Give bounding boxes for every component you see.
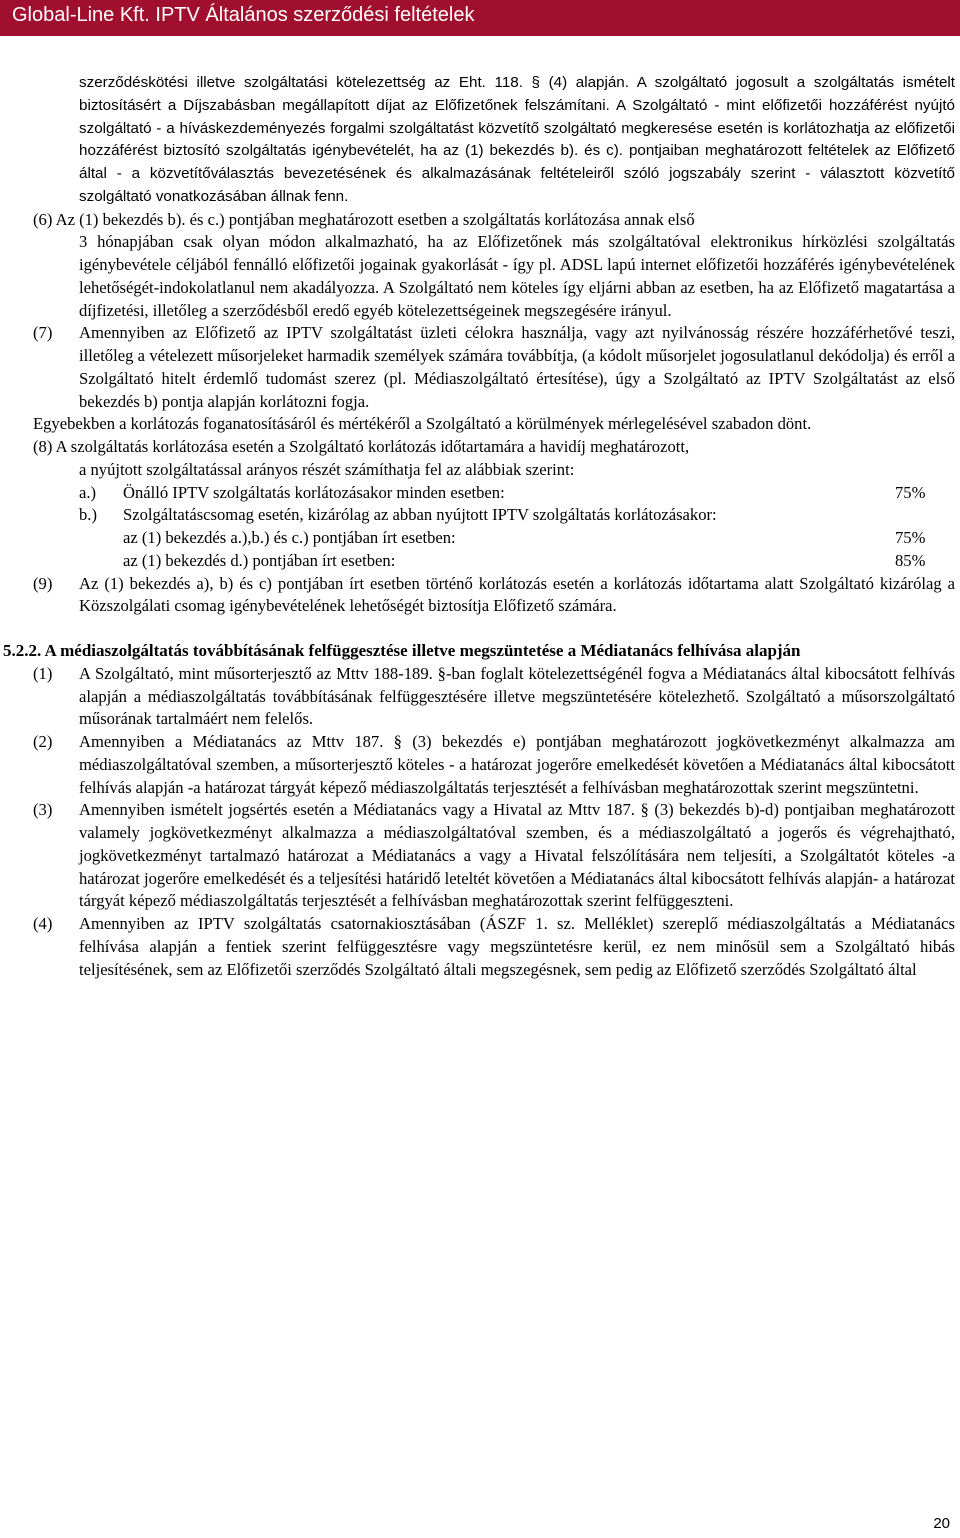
paragraph-7-text: Amennyiben az Előfizető az IPTV szolgáltatást üzleti célokra használja, vagy azt nyilvánosság részére hozzáférhetővé teszi, illetőleg a vételezett műsorjeleket harmadik személyek számára továbbítja, (a kódolt műsorjelet jogosulatlanul dekódolja) és erről a Szolgáltató hitelt érdemlő tudomást szerez (pl. Médiaszolgáltató értesítése), úgy a Szolgáltató az IPTV Szolgáltatást az első bekezdés b) pontja alapján korlátozni fogja. <box>79 323 955 411</box>
section-heading: 5.2.2. A médiaszolgáltatás továbbításának felfüggesztése illetve megszüntetése a Médiatanács felhívása alapján <box>3 641 801 660</box>
section-paragraph-4-text: Amennyiben az IPTV szolgáltatás csatornakiosztásában (ÁSZF 1. sz. Melléklet) szereplő médiaszolgáltatás a Médiatanács felhívása alapján a fentiek szerint felfüggesztésre vagy megszüntetésre kerül, ez nem minősül sem a Szolgáltató hibás teljesítésének, sem az Előfizetői szerződés Szolgáltató általi megszegésnek, sem pedig az Előfizető szerződés Szolgáltató által <box>79 914 955 979</box>
paragraph-7-number: (7) <box>33 323 53 343</box>
page-number: 20 <box>933 1515 950 1532</box>
list-item-b-text: Szolgáltatáscsomag esetén, kizárólag az abban nyújtott IPTV szolgáltatás korlátozásakor: <box>123 505 717 525</box>
paragraph-9-number: (9) <box>33 573 53 593</box>
paragraph-9 <box>33 573 955 619</box>
section-paragraph-1-number: (1) <box>33 663 53 683</box>
paragraph-6-first-line: (6) Az (1) bekezdés b). és c.) pontjában meghatározott esetben a szolgáltatás korlátozása annak első <box>33 209 695 229</box>
paragraph-8-first-line: (8) A szolgáltatás korlátozása esetén a Szolgáltató korlátozás időtartamára a havidíj meghatározott, <box>33 437 690 456</box>
section-paragraph-4 <box>33 913 955 981</box>
list-item-a-percent: 75% <box>895 482 926 502</box>
section-paragraph-3 <box>33 799 955 913</box>
list-item-a-text: Önálló IPTV szolgáltatás korlátozásakor minden esetben: <box>123 482 505 502</box>
section-paragraph-2-number: (2) <box>33 732 53 751</box>
paragraph-7 <box>33 322 955 413</box>
section-paragraph-3-text: Amennyiben ismételt jogsértés esetén a Médiatanács vagy a Hivatal az Mttv 187. § (3) bekezdés b)-d) pontjaiban meghatározott valamely jogkövetkezményt alkalmazza a médiaszolgáltatóval szemben, és a médiaszolgáltató a jogerős és végrehajtható, jogkövetkezményt tartalmazó határozat a Médiatanács a vagy a Hivatal felszólítására nem teljesíti, a Szolgáltatót köteles -a határozat jogerőre emelkedését és a teljesítési határidő leteltét követően a Médiatanács által kibocsátott felhívás alapján- a határozat tárgyát képező médiaszolgáltatás terjesztését a felhívásban meghatározottak szerint felfüggeszteni. <box>79 800 955 911</box>
paragraph-8-body: a nyújtott szolgáltatással arányos részét számíthatja fel az alábbiak szerint: <box>79 459 575 479</box>
header-band <box>0 0 960 36</box>
section-paragraph-2-text: Amennyiben a Médiatanács az Mttv 187. § (3) bekezdés e) pontjában meghatározott jogkövetkezményt alkalmazza am médiaszolgáltatóval szemben, a műsorterjesztő köteles - a határozat jogerőre emelkedését követően a Médiatanács által kibocsátott felhívás alapján -a határozat tárgyát képező médiaszolgáltatás terjesztését a felhívásban meghatározottak szerint megszüntetni. <box>79 732 955 797</box>
list-item-b1-text: az (1) bekezdés a.),b.) és c.) pontjában írt esetben: <box>123 528 456 547</box>
document-header-title: Global-Line Kft. IPTV Általános szerződési feltételek <box>12 4 475 26</box>
list-item-b-label: b.) <box>79 505 97 525</box>
list-item-b1-percent: 75% <box>895 528 926 547</box>
list-item-b2-percent: 85% <box>895 550 926 570</box>
list-item-a <box>79 482 955 505</box>
section-paragraph-4-number: (4) <box>33 914 53 933</box>
document-body <box>3 72 955 981</box>
paragraph-9-text: Az (1) bekezdés a), b) és c) pontjában írt esetben történő korlátozás esetén a korlátozás időtartama alatt Szolgáltató kizárólag a Közszolgálati csomag igénybevételének lehetőségét biztosítja Előfizető számára. <box>79 573 955 616</box>
list-item-a-label: a.) <box>79 482 97 502</box>
section-paragraph-2 <box>33 731 955 799</box>
section-paragraph-1 <box>33 663 955 731</box>
paragraph-egyebekben: Egyebekben a korlátozás foganatosításáról és mértékéről a Szolgáltató a körülmények mérlegelésével szabadon dönt. <box>33 414 812 434</box>
paragraph-6-body: 3 hónapjában csak olyan módon alkalmazható, ha az Előfizetőnek más szolgáltatóval elektronikus hírközlési szolgáltatás igénybevétele céljából fennálló előfizetői jogainak gyakorlását - így pl. ADSL lapú internet előfizetői hozzáférés igénybevételének lehetőségét-indokolatlanul nem akadályozza. A Szolgáltató nem köteles így eljárni abban az esetben, ha az Előfizető magatartása a díjfizetési, illetőleg a szerződésből eredő egyéb kötelezettségeinek megszegésére irányul. <box>79 232 955 320</box>
section-paragraph-3-number: (3) <box>33 800 53 820</box>
section-gap <box>79 618 955 640</box>
section-paragraph-1-text: A Szolgáltató, mint műsorterjesztő az Mttv 188-189. §-ban foglalt kötelezettségénél fogva a Médiatanács által kibocsátott felhívás alapján a médiaszolgáltatás továbbításának felfüggesztésére illetve megszüntetésére kötelezhető. Szolgáltató a műsorszolgáltató műsorának tartalmáért nem felelős. <box>79 663 955 729</box>
sans-paragraph-block <box>79 72 955 209</box>
list-item-b2-text: az (1) bekezdés d.) pontjában írt esetben: <box>123 550 396 570</box>
continued-paragraph: szerződéskötési illetve szolgáltatási kötelezettség az Eht. 118. § (4) alapján. A szolgáltató jogosult a szolgáltatás ismételt biztosításért a Díjszabásban megállapított díjat az Előfizetőnek felszámítani. A Szolgáltató - mint előfizetői hozzáférést nyújtó szolgáltató - a híváskezdeményezés forgalmi szolgáltatást közvetítő szolgáltató megkeresése esetén is korlátozhatja az előfizetői hozzáférést biztosító szolgáltatás igénybevételét, ha az (1) bekezdés b). és c). pontjaiban meghatározott feltételek az Előfizető által - a közvetítőválasztás bevezetésének és alkalmazásának feltételeiről szóló jogszabály szerint - választott közvetítő szolgáltató vonatkozásában állnak fenn. <box>79 74 955 205</box>
list-item-b <box>79 504 955 572</box>
